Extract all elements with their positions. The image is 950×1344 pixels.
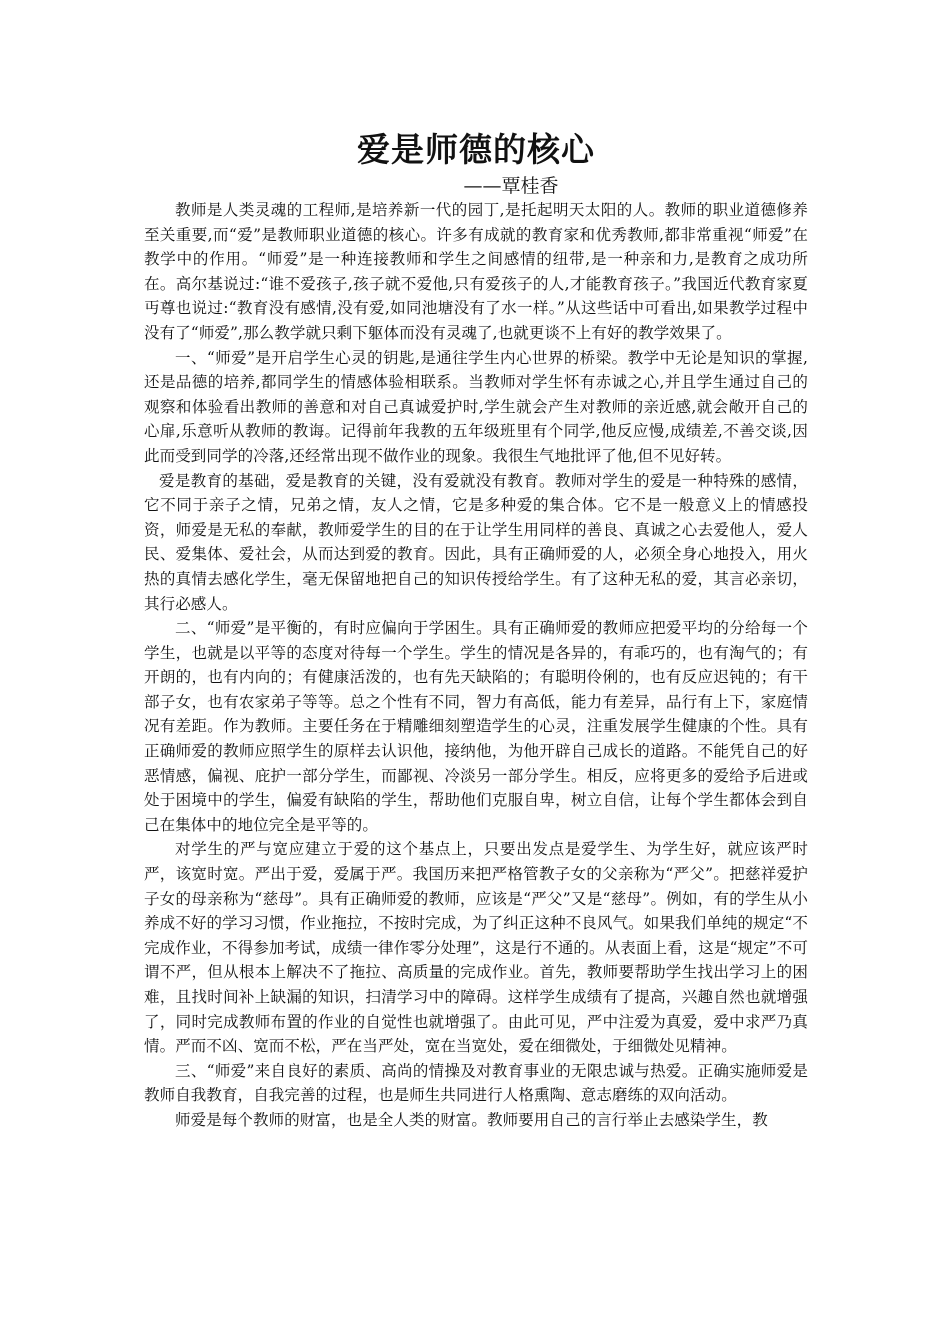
paragraph-love-foundation: 爱是教育的基础，爱是教育的关键，没有爱就没有教育。教师对学生的爱是一种特殊的感情，它不同于亲子之情，兄弟之情，友人之情，它是多种爱的集合体。它不是一般意义上的情感投资，师爱是无私的奉献，教师爱学生的目的在于让学生用同样的善良、真诚之心去爱他人，爱人民、爱集体、爱社会，从而达到爱的教育。因此，具有正确师爱的人，必须全身心地投入，用火热的真情去感化学生，毫无保留地把自己的知识传授给学生。有了这种无私的爱，其言必亲切，其行必感人。 [144, 471, 808, 613]
document-page [144, 126, 808, 1133]
paragraph-section-2: 二、“师爱”是平衡的，有时应偏向于学困生。具有正确师爱的教师应把爱平均的分给每一个学生，也就是以平等的态度对待每一个学生。学生的情况是各异的，有乖巧的，也有淘气的；有开朗的，也有内向的；有健康活泼的，也有先天缺陷的；有聪明伶俐的，也有反应迟钝的；有干部子女，也有农家弟子等等。总之个性有不同，智力有高低，能力有差异，品行有上下，家庭情况有差距。作为教师。主要任务在于精雕细刻塑造学生的心灵，注重发展学生健康的个性。具有正确师爱的教师应照学生的原样去认识他，接纳他，为他开辟自己成长的道路。不能凭自己的好恶情感，偏视、庇护一部分学生，而鄙视、冷淡另一部分学生。相反，应将更多的爱给予后进或处于困境中的学生，偏爱有缺陷的学生，帮助他们克服自卑，树立自信，让每个学生都体会到自己在集体中的地位完全是平等的。 [144, 619, 808, 834]
document-author: ——覃桂香 [463, 175, 559, 197]
paragraph-section-3: 三、“师爱”来自良好的素质、高尚的情操及对教育事业的无限忠诚与热爱。正确实施师爱是教师自我教育，自我完善的过程，也是师生共同进行人格熏陶、意志磨练的双向活动。 [144, 1061, 808, 1105]
paragraph-section-1: 一、“师爱”是开启学生心灵的钥匙,是通往学生内心世界的桥梁。教学中无论是知识的掌握,还是品德的培养,都同学生的情感体验相联系。当教师对学生怀有赤诚之心,并且学生通过自己的观察和体验看出教师的善意和对自己真诚爱护时,学生就会产生对教师的亲近感,就会敞开自己的心扉,乐意听从教师的教诲。记得前年我教的五年级班里有个同学,他反应慢,成绩差,不善交谈,因此而受到同学的冷落,还经常出现不做作业的现象。我很生气地批评了他,但不见好转。 [144, 348, 808, 465]
paragraph-strict-lenient: 对学生的严与宽应建立于爱的这个基点上，只要出发点是爱学生、为学生好，就应该严时严，该宽时宽。严出于爱，爱属于严。我国历来把严格管教子女的父亲称为“严父”。把慈祥爱护子女的母亲称为“慈母”。具有正确师爱的教师，应该是“严父”又是“慈母”。例如，有的学生从小养成不好的学习习惯，作业拖拉，不按时完成，为了纠正这种不良风气。如果我们单纯的规定“不完成作业，不得参加考试，成绩一律作零分处理”，这是行不通的。从表面上看，这是“规定”不可谓不严，但从根本上解决不了拖拉、高质量的完成作业。首先，教师要帮助学生找出学习上的困难，且找时间补上缺漏的知识，扫清学习中的障碍。这样学生成绩有了提高，兴趣自然也就增强了，同时完成教师布置的作业的自觉性也就增强了。由此可见，严中注爱为真爱，爱中求严乃真情。严而不凶、宽而不松，严在当严处，宽在当宽处，爱在细微处，于细微处见精神。 [144, 840, 808, 1056]
paragraph-intro: 教师是人类灵魂的工程师,是培养新一代的园丁,是托起明天太阳的人。教师的职业道德修养至关重要,而“爱”是教师职业道德的核心。许多有成就的教育家和优秀教师,都非常重视“师爱”在教学中的作用。“师爱”是一种连接教师和学生之间感情的纽带,是一种亲和力,是教育之成功所在。高尔基说过:“谁不爱孩子,孩子就不爱他,只有爱孩子的人,才能教育孩子。”我国近代教育家夏丏尊也说过:“教育没有感情,没有爱,如同池塘没有了水一样。”从这些话中可看出,如果教学过程中没有了“师爱”,那么教学就只剩下躯体而没有灵魂了,也就更谈不上有好的教学效果了。 [144, 201, 808, 342]
document-title: 爱是师德的核心 [357, 130, 595, 169]
paragraph-teacher-wealth: 师爱是每个教师的财富，也是全人类的财富。教师要用自己的言行举止去感染学生，教 [175, 1110, 768, 1129]
